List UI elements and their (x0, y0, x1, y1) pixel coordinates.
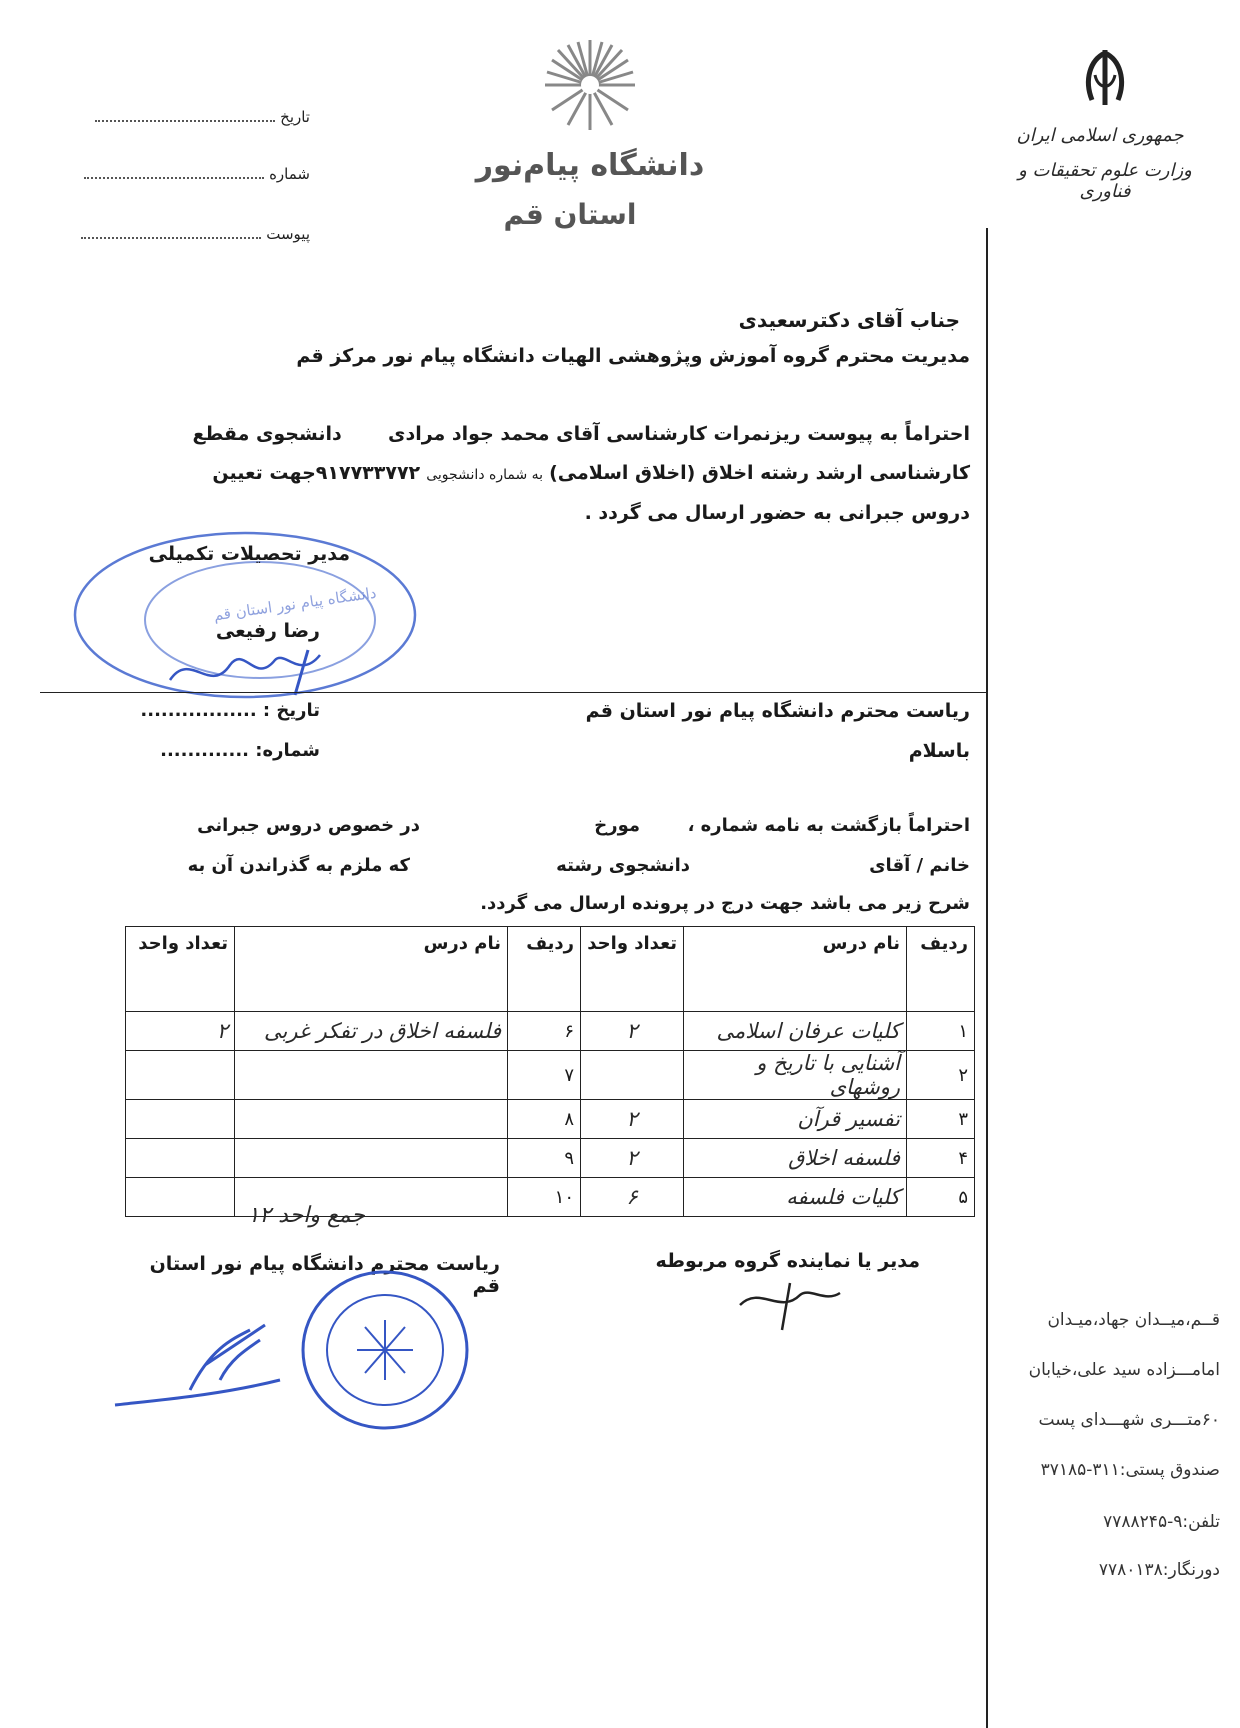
address-line2: امامـــزاده سید علی،خیابان (1028, 1360, 1220, 1380)
reply-line2-mid: دانشجوی رشته (556, 855, 690, 876)
reply-date: تاریخ : ................. (140, 700, 320, 721)
course-units (126, 1100, 235, 1139)
presidency-signature-icon (110, 1310, 290, 1420)
reply-line1-mid: مورخ (594, 815, 640, 836)
reply-line1-right: احتراماً بازگشت به نامه شماره ، (687, 815, 970, 836)
course-name (235, 1100, 508, 1139)
col-header: تعداد واحد (581, 927, 684, 1012)
attachment-field (70, 225, 310, 243)
address-line3: ۶۰متـــری شهـــدای پست (1038, 1410, 1220, 1430)
col-header: تعداد واحد (126, 927, 235, 1012)
table-header-row (126, 927, 975, 1012)
group-manager-signature-icon (730, 1275, 850, 1335)
col-header: ردیف (508, 927, 581, 1012)
course-name: آشنایی با تاریخ و روشهای (684, 1051, 907, 1100)
group-manager-label: مدیر یا نماینده گروه مربوطه (655, 1250, 920, 1272)
signer-title: مدیر تحصیلات تکمیلی (148, 543, 350, 565)
attachment-label: پیوست (266, 225, 310, 243)
course-units: ۲ (581, 1012, 684, 1051)
course-units: ۲ (126, 1012, 235, 1051)
letter-addressee: جناب آقای دکترسعیدی (738, 308, 960, 332)
letter-body-line3: دروس جبرانی به حضور ارسال می گردد . (584, 502, 970, 524)
stamp-text: دانشگاه پیام نور استان قم (212, 583, 378, 625)
col-header: نام درس (684, 927, 907, 1012)
reply-line1-left: در خصوص دروس جبرانی (197, 815, 420, 836)
emblem-country: جمهوری اسلامی ایران (1016, 125, 1184, 146)
col-header: ردیف (907, 927, 975, 1012)
university-round-stamp-icon (295, 1265, 475, 1435)
row-index: ۱ (907, 1012, 975, 1051)
row-index: ۸ (508, 1100, 581, 1139)
vertical-divider (986, 228, 988, 1728)
course-name: کلیات فلسفه (684, 1178, 907, 1217)
university-name: دانشگاه پیام‌نور (475, 148, 705, 183)
postbox: صندوق پستی:۳۱۱-۳۷۱۸۵ (1040, 1460, 1220, 1480)
student-number-label: به شماره دانشجویی (426, 467, 544, 483)
presidency-label: ریاست محترم دانشگاه پیام نور استان قم (149, 1253, 500, 1297)
row-index: ۹ (508, 1139, 581, 1178)
reply-greeting: باسلام (908, 740, 970, 762)
course-name: تفسیر قرآن (684, 1100, 907, 1139)
course-units: ۶ (581, 1178, 684, 1217)
reply-line3: شرح زیر می باشد جهت درج در پرونده ارسال می گردد. (480, 893, 970, 914)
emblem-ministry: وزارت علوم تحقیقات و فناوری (1018, 160, 1192, 202)
province-name: استان قم (503, 198, 637, 231)
course-name (235, 1051, 508, 1100)
letter-body-line2 (140, 462, 970, 484)
row-index: ۲ (907, 1051, 975, 1100)
row-index: ۷ (508, 1051, 581, 1100)
date-field (70, 108, 310, 126)
course-units (581, 1051, 684, 1100)
letter-addressee-title: مدیریت محترم گروه آموزش وپژوهشی الهیات دانشگاه پیام نور مرکز قم (296, 345, 970, 367)
courses-table (125, 926, 975, 1217)
university-logo-icon (540, 35, 640, 135)
course-units (126, 1139, 235, 1178)
course-units: ۲ (581, 1100, 684, 1139)
course-name: کلیات عرفان اسلامی (684, 1012, 907, 1051)
row-index: ۵ (907, 1178, 975, 1217)
table-row (126, 1100, 975, 1139)
reply-number: شماره: ............. (160, 740, 320, 761)
section-divider (40, 692, 986, 693)
letter-body-line1: احتراماً به پیوست ریزنمرات کارشناسی آقای محمد جواد مرادی دانشجوی مقطع (192, 423, 970, 445)
row-index: ۳ (907, 1100, 975, 1139)
table-row (126, 1139, 975, 1178)
course-units: ۲ (581, 1139, 684, 1178)
col-header: نام درس (235, 927, 508, 1012)
address-line1: قــم،میــدان جهاد،میـدان (1047, 1310, 1220, 1330)
table-row (126, 1051, 975, 1100)
row-index: ۱۰ (508, 1178, 581, 1217)
student-number: ۹۱۷۷۳۳۷۷۲جهت تعیین (212, 462, 421, 484)
letter-field: کارشناسی ارشد رشته اخلاق (اخلاق اسلامی) (549, 462, 970, 484)
date-label: تاریخ (280, 108, 310, 126)
row-index: ۴ (907, 1139, 975, 1178)
number-label: شماره (269, 165, 310, 183)
total-units-note: جمع واحد ۱۲ (247, 1203, 365, 1228)
table-row (126, 1012, 975, 1051)
reply-line2-left: که ملزم به گذراندن آن به (187, 855, 410, 876)
reply-line2-right: خانم / آقای (869, 855, 970, 876)
course-name (235, 1139, 508, 1178)
fax: دورنگار:۷۷۸۰۱۳۸ (1098, 1560, 1220, 1580)
course-name: فلسفه اخلاق (684, 1139, 907, 1178)
signature-icon (160, 640, 340, 700)
row-index: ۶ (508, 1012, 581, 1051)
signer-name: رضا رفیعی (215, 620, 320, 642)
reply-addressee: ریاست محترم دانشگاه پیام نور استان قم (585, 700, 970, 722)
iran-emblem-icon (1070, 45, 1140, 115)
course-units (126, 1051, 235, 1100)
number-field (70, 165, 310, 183)
course-name: فلسفه اخلاق در تفکر غربی (235, 1012, 508, 1051)
phone: تلفن:۹-۷۷۸۸۲۴۵ (1103, 1512, 1220, 1532)
